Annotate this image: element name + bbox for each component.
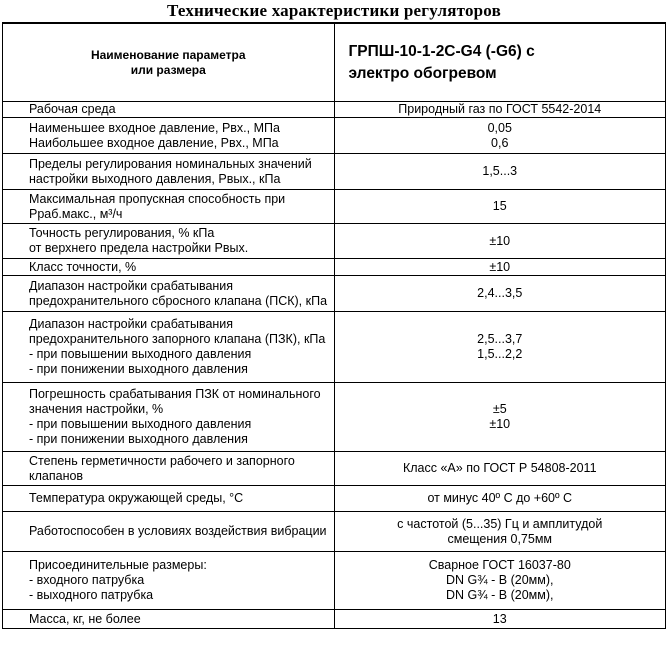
- param-line: Диапазон настройки срабатывания: [29, 317, 234, 331]
- value-line: Сварное ГОСТ 16037-80: [428, 558, 571, 572]
- value-cell: [334, 154, 666, 190]
- document-title: Технические характеристики регуляторов: [2, 0, 666, 23]
- value-cell: [334, 224, 666, 259]
- value-line: 1,5...2,2: [477, 347, 523, 361]
- param-cell: [3, 276, 335, 312]
- value-line: 15: [492, 199, 507, 213]
- param-header: [3, 24, 335, 102]
- table-row: [3, 102, 666, 118]
- value-line: с частотой (5...35) Гц и амплитудой: [397, 516, 603, 531]
- table-row: [3, 383, 666, 452]
- value-cell: [334, 190, 666, 224]
- param-line: - при понижении выходного давления: [29, 362, 248, 376]
- param-line: Наибольшее входное давление, Рвх., МПа: [29, 135, 279, 150]
- param-header-line: Наименование параметра: [90, 47, 246, 62]
- table-row: [3, 552, 666, 610]
- value-cell: [334, 486, 666, 512]
- param-line: Работоспособен в условиях воздействия вибрации: [29, 524, 327, 538]
- param-header-line: или размера: [130, 62, 206, 77]
- table-row: [3, 224, 666, 259]
- param-line: предохранительного сбросного клапана (ПСК), кПа: [29, 293, 328, 308]
- value-line: Класс «А» по ГОСТ Р 54808-2011: [402, 461, 597, 475]
- param-cell: [3, 102, 335, 118]
- value-line: 0,05: [487, 120, 512, 135]
- param-line: Присоединительные размеры:: [29, 558, 207, 572]
- table-row: [3, 190, 666, 224]
- param-line: - при понижении выходного давления: [29, 432, 248, 446]
- param-line: Точность регулирования, % кПа: [29, 226, 215, 240]
- value-line: ±10: [489, 259, 511, 274]
- param-line: Рраб.макс., м³/ч: [29, 206, 123, 221]
- param-line: Пределы регулирования номинальных значений: [29, 156, 312, 171]
- value-cell: [334, 512, 666, 552]
- param-line: - при повышении выходного давления: [29, 347, 252, 361]
- value-line: ±10: [489, 233, 511, 248]
- param-line: от верхнего предела настройки Рвых.: [29, 241, 249, 255]
- param-line: Рабочая среда: [29, 102, 116, 116]
- value-cell: [334, 259, 666, 276]
- value-cell: [334, 452, 666, 486]
- table-row: [3, 276, 666, 312]
- param-cell: [3, 512, 335, 552]
- value-line: смещения 0,75мм: [447, 531, 553, 546]
- param-line: Наименьшее входное давление, Рвх., МПа: [29, 120, 280, 135]
- param-line: - входного патрубка: [29, 573, 145, 587]
- spec-document: [2, 0, 666, 629]
- value-line: 13: [492, 611, 507, 626]
- param-cell: [3, 118, 335, 154]
- param-line: - выходного патрубка: [29, 588, 154, 602]
- value-cell: [334, 118, 666, 154]
- value-cell: [334, 312, 666, 383]
- table-row: [3, 610, 666, 629]
- value-line: ±10: [489, 417, 511, 431]
- model-header-line: ГРПШ-10-1-2С-G4 (-G6) с: [348, 42, 535, 60]
- param-cell: [3, 224, 335, 259]
- param-line: значения настройки, %: [29, 402, 164, 416]
- param-line: Максимальная пропускная способность при: [29, 191, 286, 206]
- param-cell: [3, 383, 335, 452]
- param-line: предохранительного запорного клапана (ПЗК), кПа: [29, 332, 326, 346]
- param-cell: [3, 486, 335, 512]
- value-line: DN G¾ - В (20мм),: [446, 588, 554, 602]
- param-line: Температура окружающей среды, °С: [29, 491, 244, 505]
- model-header-line: электро обогревом: [348, 64, 497, 82]
- param-cell: [3, 312, 335, 383]
- param-line: клапанов: [29, 468, 84, 483]
- param-line: Масса, кг, не более: [29, 611, 141, 626]
- param-line: Погрешность срабатывания ПЗК от номинального: [29, 387, 321, 401]
- param-line: Класс точности, %: [29, 259, 137, 274]
- value-cell: [334, 610, 666, 629]
- param-cell: [3, 552, 335, 610]
- model-header: [334, 24, 666, 102]
- spec-table: [2, 23, 666, 629]
- table-row: [3, 259, 666, 276]
- value-cell: [334, 552, 666, 610]
- value-line: ±5: [492, 402, 507, 416]
- param-cell: [3, 259, 335, 276]
- value-cell: [334, 276, 666, 312]
- param-line: Диапазон настройки срабатывания: [29, 278, 234, 293]
- param-cell: [3, 452, 335, 486]
- value-line: 2,4...3,5: [477, 286, 523, 300]
- param-cell: [3, 610, 335, 629]
- table-header-row: [3, 24, 666, 102]
- value-line: Природный газ по ГОСТ 5542-2014: [398, 102, 602, 116]
- table-row: [3, 118, 666, 154]
- param-cell: [3, 190, 335, 224]
- value-line: 2,5...3,7: [477, 332, 523, 346]
- value-line: от минус 40º С до +60º С: [427, 491, 573, 505]
- table-body: [3, 102, 666, 629]
- param-line: Степень герметичности рабочего и запорного: [29, 453, 295, 468]
- table-row: [3, 154, 666, 190]
- value-cell: [334, 102, 666, 118]
- table-row: [3, 512, 666, 552]
- param-line: настройки выходного давления, Рвых., кПа: [29, 171, 281, 186]
- param-line: - при повышении выходного давления: [29, 417, 252, 431]
- table-row: [3, 312, 666, 383]
- table-row: [3, 452, 666, 486]
- value-cell: [334, 383, 666, 452]
- param-cell: [3, 154, 335, 190]
- value-line: 0,6: [491, 135, 509, 150]
- value-line: 1,5...3: [482, 164, 518, 178]
- table-row: [3, 486, 666, 512]
- value-line: DN G¾ - В (20мм),: [446, 573, 554, 587]
